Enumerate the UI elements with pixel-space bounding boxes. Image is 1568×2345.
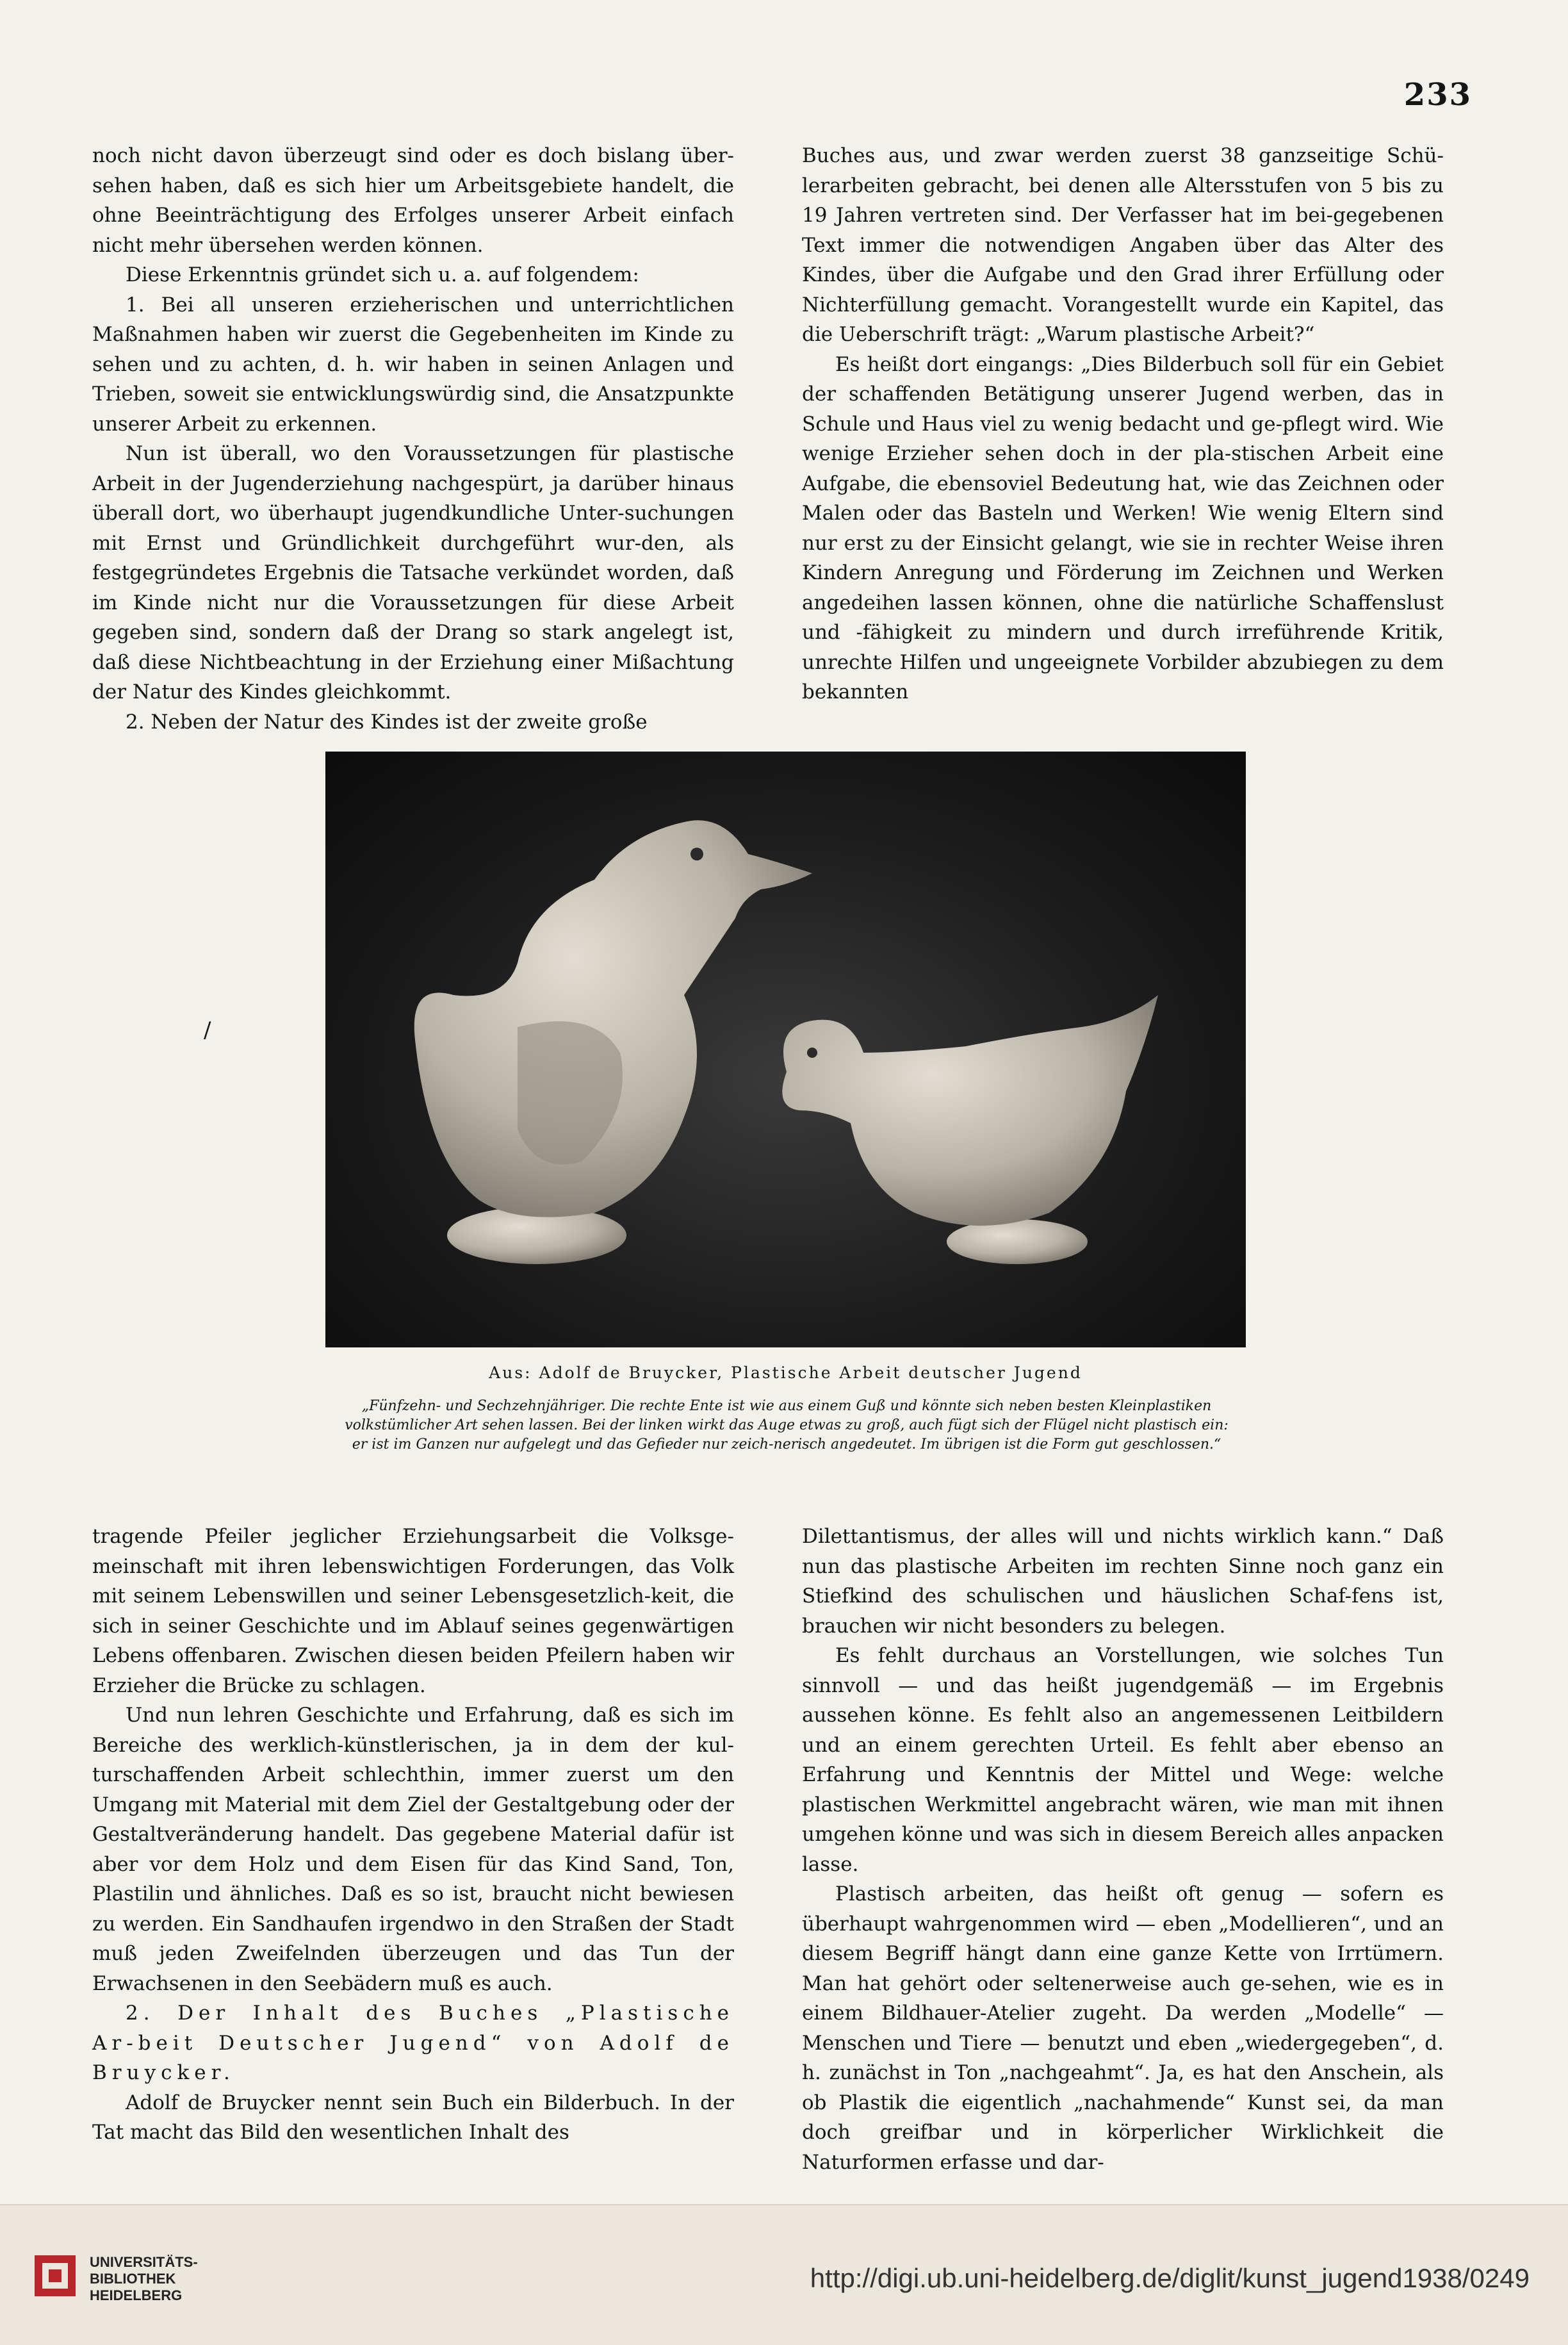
figure-caption: „Fünfzehn- und Sechzehnjähriger. Die rechte Ente ist wie aus einem Guß und könnte sich neben besten Kleinplastiken volkstümlicher Art sehen lassen. Bei der linken wirkt das Auge etwas zu groß, auch fügt sich der Flügel nicht plastisch ein: er ist im Ganzen nur aufgelegt und das Gefieder nur zeich-nerisch angedeutet. Im übrigen ist die Form gut geschlossen.“ <box>345 1398 1229 1452</box>
paragraph: Dilettantismus, der alles will und nichts wirklich kann.“ Daß nun das plastische Arbeiten im rechten Sinne noch ganz ein Stiefkind des schulischen und häuslichen Schaf-fens ist, brauchen wir nicht besonders zu belegen. <box>802 1525 1444 1638</box>
figure-duck-sculptures <box>325 752 1246 1347</box>
right-column-top <box>802 141 1444 707</box>
library-name <box>90 2254 198 2304</box>
left-column-top <box>92 141 734 737</box>
library-line: HEIDELBERG <box>90 2287 183 2303</box>
source-url-link[interactable]: http://digi.ub.uni-heidelberg.de/diglit/kunst_jugend1938/0249 <box>810 2263 1530 2293</box>
paragraph: noch nicht davon überzeugt sind oder es doch bislang über-sehen haben, daß es sich hier um Arbeitsgebiete handelt, die ohne Beeinträchtigung des Erfolges unserer Arbeit einfach nicht mehr übersehen werden können. <box>92 144 734 257</box>
paragraph: Adolf de Bruycker nennt sein Buch ein Bilderbuch. In der Tat macht das Bild den wesentlichen Inhalt des <box>92 2091 734 2144</box>
figure-source: Aus: Adolf de Bruycker, Plastische Arbeit deutscher Jugend <box>489 1363 1082 1382</box>
paragraph: Plastisch arbeiten, das heißt oft genug — sofern es überhaupt wahrgenommen wird — eben „Modellieren“, und an diesem Begriff hängt dann eine ganze Kette von Irrtümern. Man hat gehört oder seltenerweise auch ge-sehen, wie es in einem Bildhauer-Atelier zugeht. Da werden „Modelle“ — Menschen und Tiere — benutzt und eben „wiedergegeben“, d. h. zunächst in Ton „nachgeahmt“. Ja, es hat den Anschein, als ob Plastik die eigentlich „nachahmende“ Kunst sei, da man doch greifbar und in körperlicher Wirklichkeit die Naturformen erfasse und dar- <box>802 1882 1444 2174</box>
right-duck-icon <box>782 995 1158 1264</box>
left-column-bottom <box>92 1522 734 2148</box>
paragraph: Diese Erkenntnis gründet sich u. a. auf folgendem: <box>126 263 639 286</box>
page-number: 233 <box>1403 77 1472 113</box>
right-column-bottom <box>802 1522 1444 2177</box>
library-line: BIBLIOTHEK <box>90 2271 176 2287</box>
left-duck-icon <box>414 820 812 1264</box>
paragraph: 1. Bei all unseren erzieherischen und unterrichtlichen Maßnahmen haben wir zuerst die Gegebenheiten im Kinde zu sehen und zu achten, d. h. wir haben in seinen Anlagen und Trieben, soweit sie entwicklungswürdig sind, die Ansatzpunkte unserer Arbeit zu erkennen. <box>92 293 734 436</box>
paragraph: Es fehlt durchaus an Vorstellungen, wie solches Tun sinnvoll — und das heißt jugendgemäß — im Ergebnis aussehen könne. Es fehlt also an angemessenen Leitbildern und an einem gerechten Urteil. Es fehlt aber ebenso an Erfahrung und Kenntnis der Mittel und Wege: welche plastischen Werkmittel angebracht wären, wie man mit ihnen umgehen könne und was sich in diesem Bereich alles anpacken lasse. <box>802 1644 1444 1876</box>
margin-mark: / <box>204 1017 211 1043</box>
paragraph: 2. Neben der Natur des Kindes ist der zweite große <box>126 710 648 734</box>
paragraph: tragende Pfeiler jeglicher Erziehungsarbeit die Volksge-meinschaft mit ihren lebenswichtigen Forderungen, das Volk mit seinem Lebenswillen und seiner Lebensgesetzlich-keit, die sich in seiner Geschichte und im Ablauf seines gegenwärtigen Lebens offenbaren. Zwischen diesen beiden Pfeilern haben wir Erzieher die Brücke zu schlagen. <box>92 1525 734 1697</box>
paragraph: Und nun lehren Geschichte und Erfahrung, daß es sich im Bereiche des werklich-künstlerischen, ja in dem der kul-turschaffenden Arbeit schlechthin, immer zuerst um den Umgang mit Material mit dem Ziel der Gestaltgebung oder der Gestaltveränderung handelt. Das gegebene Material dafür ist aber vor dem Holz und dem Eisen für das Kind Sand, Ton, Plastilin und ähnliches. Daß es so ist, braucht nicht bewiesen zu werden. Ein Sandhaufen irgendwo in den Straßen der Stadt muß jeden Zweifelnden überzeugen und das Tun der Erwachsenen in den Seebädern muß es auch. <box>92 1704 734 1995</box>
paragraph: Buches aus, und zwar werden zuerst 38 ganzseitige Schü-lerarbeiten gebracht, bei denen alle Altersstufen von 5 bis zu 19 Jahren vertreten sind. Der Verfasser hat im bei-gegebenen Text immer die notwendigen Angaben über das Alter des Kindes, über die Aufgabe und den Grad ihrer Erfüllung oder Nichterfüllung gemacht. Vorangestellt wurde ein Kapitel, das die Ueberschrift trägt: „Warum plastische Arbeit?“ <box>802 144 1444 346</box>
section-heading: 2. Der Inhalt des Buches „Plastische Ar-beit Deutscher Jugend“ von Adolf de Bruycker. <box>92 2002 734 2084</box>
library-line: UNIVERSITÄTS- <box>90 2254 198 2270</box>
paragraph: Es heißt dort eingangs: „Dies Bilderbuch soll für ein Gebiet der schaffenden Betätigung unserer Jugend werben, das in Schule und Haus viel zu wenig bedacht und ge-pflegt wird. Wie wenige Erzieher sehen doch in der pla-stischen Arbeit eine Aufgabe, die ebensoviel Bedeutung hat, wie das Zeichnen oder Malen oder das Basteln und Werken! Wie wenig Eltern sind nur erst zu der Einsicht gelangt, wie sie in rechter Weise ihren Kindern Anregung und Förderung im Zeichnen und Werken angedeihen lassen können, ohne die natürliche Schaffenslust und -fähigkeit zu mindern und durch irreführende Kritik, unrechte Hilfen und ungeeignete Vorbilder abzubiegen zu dem bekannten <box>802 352 1444 704</box>
library-logo-icon <box>29 2250 81 2301</box>
paragraph: Nun ist überall, wo den Voraussetzungen für plastische Arbeit in der Jugenderziehung nachgespürt, ja darüber hinaus überall dort, wo überhaupt jugendkundliche Unter-suchungen mit Ernst und Gründlichkeit durchgeführt wur-den, als festgegründetes Ergebnis die Tatsache verkündet worden, daß im Kinde nicht nur die Voraussetzungen für diese Arbeit gegeben sind, sondern daß der Drang so stark angelegt ist, daß diese Nichtbeachtung in der Erziehung einer Mißachtung der Natur des Kindes gleichkommt. <box>92 442 734 704</box>
footer-bar <box>0 2204 1568 2345</box>
duck-sculptures-photo <box>325 752 1246 1347</box>
